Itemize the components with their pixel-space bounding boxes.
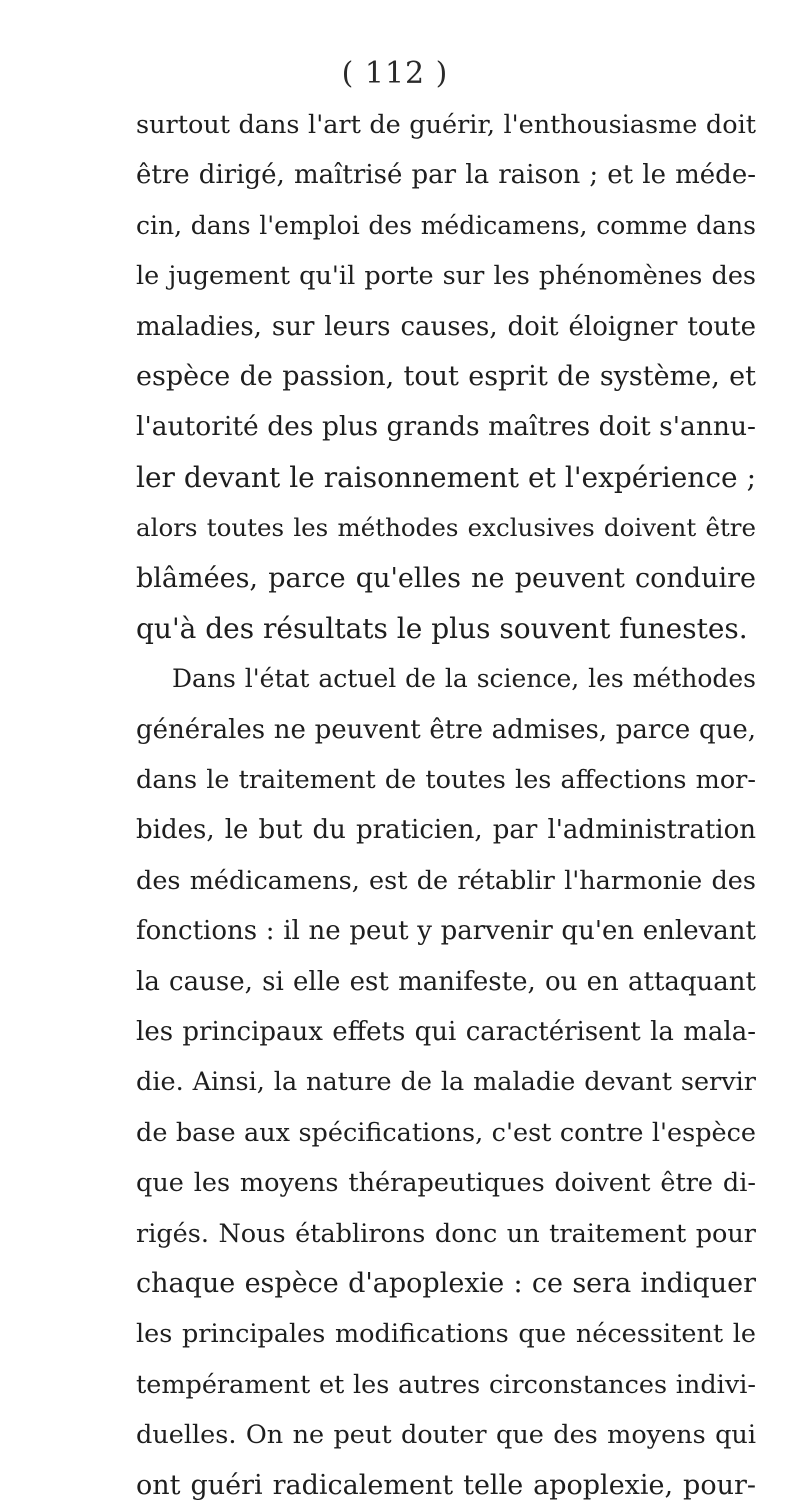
text-line: que les moyens thérapeutiques doivent être di- bbox=[136, 1168, 756, 1199]
text-line: ler devant le raisonnement et l'expérience ; bbox=[136, 460, 756, 494]
text-line: maladies, sur leurs causes, doit éloigner toute bbox=[136, 311, 756, 342]
page-number: ( 112 ) bbox=[341, 56, 449, 91]
text-line: des médicamens, est de rétablir l'harmonie des bbox=[136, 865, 756, 896]
text-line: les principales modifications que nécessitent le bbox=[136, 1319, 756, 1350]
text-line: rigés. Nous établirons donc un traitement pour bbox=[136, 1218, 756, 1249]
text-line: le jugement qu'il porte sur les phénomènes des bbox=[136, 261, 756, 292]
text-line: qu'à des résultats le plus souvent funestes. bbox=[136, 611, 748, 645]
text-line: alors toutes les méthodes exclusives doivent être bbox=[136, 513, 756, 543]
text-line: blâmées, parce qu'elles ne peuvent conduire bbox=[136, 562, 756, 594]
text-line: die. Ainsi, la nature de la maladie devant servir bbox=[136, 1067, 756, 1098]
text-line: cin, dans l'emploi des médicamens, comme dans bbox=[136, 210, 756, 240]
text-line: bides, le but du praticien, par l'administration bbox=[136, 815, 756, 846]
text-line: duelles. On ne peut douter que des moyens qui bbox=[136, 1420, 756, 1451]
text-line: l'autorité des plus grands maîtres doit s'annu- bbox=[136, 411, 756, 443]
paragraph-start-line: Dans l'état actuel de la science, les méthodes bbox=[172, 664, 756, 694]
text-line: surtout dans l'art de guérir, l'enthousiasme doit bbox=[136, 110, 756, 140]
text-line: être dirigé, maîtrisé par la raison ; et le méde- bbox=[136, 160, 756, 191]
text-line: espèce de passion, tout esprit de système, et bbox=[136, 360, 756, 392]
text-line: générales ne peuvent être admises, parce que, bbox=[136, 714, 756, 745]
text-line: de base aux spécifications, c'est contre l'espèce bbox=[136, 1117, 756, 1148]
text-line: les principaux effets qui caractérisent la mala- bbox=[136, 1017, 756, 1048]
text-line: la cause, si elle est manifeste, ou en attaquant bbox=[136, 966, 756, 997]
text-line: dans le traitement de toutes les affections mor- bbox=[136, 765, 756, 796]
text-line: ont guéri radicalement telle apoplexie, pour- bbox=[136, 1469, 756, 1501]
text-line: tempérament et les autres circonstances indivi- bbox=[136, 1369, 756, 1400]
body-text bbox=[136, 100, 756, 1511]
text-line: chaque espèce d'apoplexie : ce sera indiquer bbox=[136, 1267, 756, 1299]
text-line: fonctions : il ne peut y parvenir qu'en enlevant bbox=[136, 916, 756, 947]
